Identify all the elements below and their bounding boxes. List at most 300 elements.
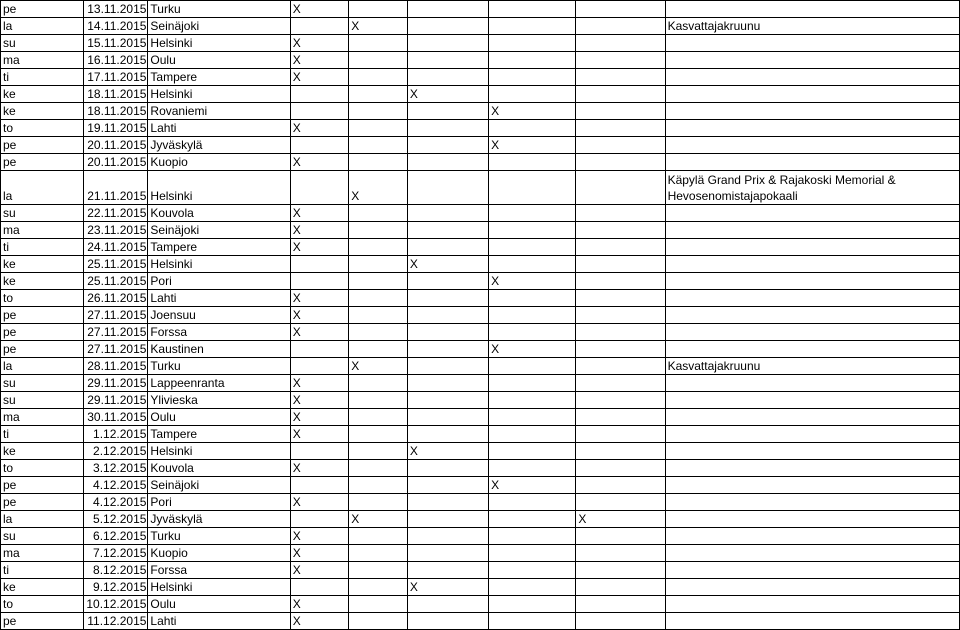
mark-cell-5 <box>576 256 665 273</box>
mark-cell-5 <box>576 528 665 545</box>
mark-cell-3 <box>407 341 488 358</box>
mark-cell-4: X <box>489 137 576 154</box>
mark-cell-1: X <box>290 528 349 545</box>
note-cell <box>665 579 959 596</box>
note-cell <box>665 273 959 290</box>
mark-cell-1: X <box>290 409 349 426</box>
mark-cell-5 <box>576 358 665 375</box>
table-row <box>1 69 960 86</box>
mark-cell-5 <box>576 579 665 596</box>
mark-cell-5 <box>576 562 665 579</box>
table-row <box>1 86 960 103</box>
mark-cell-3 <box>407 1 488 18</box>
mark-cell-1 <box>290 18 349 35</box>
mark-cell-4: X <box>489 341 576 358</box>
day-cell: ti <box>1 562 84 579</box>
city-cell: Lahti <box>148 613 290 630</box>
city-cell: Jyväskylä <box>148 137 290 154</box>
mark-cell-2 <box>349 443 408 460</box>
city-cell: Pori <box>148 273 290 290</box>
city-cell: Kaustinen <box>148 341 290 358</box>
date-cell: 2.12.2015 <box>84 443 148 460</box>
mark-cell-4 <box>489 460 576 477</box>
mark-cell-3: X <box>407 256 488 273</box>
date-cell: 9.12.2015 <box>84 579 148 596</box>
mark-cell-2 <box>349 120 408 137</box>
mark-cell-3: X <box>407 86 488 103</box>
note-cell <box>665 511 959 528</box>
city-cell: Seinäjoki <box>148 222 290 239</box>
mark-cell-5 <box>576 137 665 154</box>
mark-cell-1: X <box>290 392 349 409</box>
note-cell <box>665 171 959 205</box>
mark-cell-1: X <box>290 562 349 579</box>
date-cell: 20.11.2015 <box>84 137 148 154</box>
day-cell: su <box>1 528 84 545</box>
day-cell: la <box>1 18 84 35</box>
mark-cell-1: X <box>290 1 349 18</box>
day-cell: pe <box>1 137 84 154</box>
mark-cell-4 <box>489 120 576 137</box>
table-row <box>1 52 960 69</box>
mark-cell-1: X <box>290 69 349 86</box>
date-cell: 30.11.2015 <box>84 409 148 426</box>
table-row <box>1 35 960 52</box>
mark-cell-3 <box>407 596 488 613</box>
mark-cell-3 <box>407 273 488 290</box>
mark-cell-2 <box>349 460 408 477</box>
mark-cell-3 <box>407 290 488 307</box>
mark-cell-5 <box>576 392 665 409</box>
note-cell <box>665 443 959 460</box>
day-cell: la <box>1 171 84 205</box>
mark-cell-4 <box>489 307 576 324</box>
table-row <box>1 239 960 256</box>
city-cell: Oulu <box>148 52 290 69</box>
day-cell: ke <box>1 256 84 273</box>
mark-cell-1: X <box>290 494 349 511</box>
day-cell: ma <box>1 222 84 239</box>
note-cell <box>665 545 959 562</box>
city-cell: Pori <box>148 494 290 511</box>
date-cell: 19.11.2015 <box>84 120 148 137</box>
day-cell: ke <box>1 103 84 120</box>
table-row <box>1 562 960 579</box>
mark-cell-2 <box>349 613 408 630</box>
mark-cell-4 <box>489 290 576 307</box>
day-cell: ma <box>1 545 84 562</box>
date-cell: 8.12.2015 <box>84 562 148 579</box>
mark-cell-2 <box>349 35 408 52</box>
table-row <box>1 579 960 596</box>
date-cell: 17.11.2015 <box>84 69 148 86</box>
city-cell: Oulu <box>148 409 290 426</box>
mark-cell-1: X <box>290 35 349 52</box>
mark-cell-3: X <box>407 443 488 460</box>
note-cell <box>665 528 959 545</box>
table-row <box>1 273 960 290</box>
city-cell: Helsinki <box>148 86 290 103</box>
mark-cell-1: X <box>290 205 349 222</box>
city-cell: Tampere <box>148 239 290 256</box>
mark-cell-2 <box>349 273 408 290</box>
mark-cell-3 <box>407 494 488 511</box>
mark-cell-5 <box>576 324 665 341</box>
mark-cell-1: X <box>290 460 349 477</box>
city-cell: Helsinki <box>148 256 290 273</box>
day-cell: pe <box>1 1 84 18</box>
mark-cell-5 <box>576 171 665 205</box>
mark-cell-5 <box>576 1 665 18</box>
city-cell: Tampere <box>148 69 290 86</box>
mark-cell-5 <box>576 307 665 324</box>
date-cell: 28.11.2015 <box>84 358 148 375</box>
note-cell <box>665 307 959 324</box>
day-cell: ke <box>1 579 84 596</box>
mark-cell-3 <box>407 477 488 494</box>
mark-cell-3: X <box>407 579 488 596</box>
date-cell: 26.11.2015 <box>84 290 148 307</box>
mark-cell-3 <box>407 69 488 86</box>
day-cell: ma <box>1 409 84 426</box>
table-row <box>1 290 960 307</box>
table-row <box>1 494 960 511</box>
mark-cell-5 <box>576 120 665 137</box>
day-cell: la <box>1 511 84 528</box>
mark-cell-3 <box>407 52 488 69</box>
date-cell: 1.12.2015 <box>84 426 148 443</box>
mark-cell-3 <box>407 358 488 375</box>
city-cell: Kuopio <box>148 154 290 171</box>
mark-cell-5 <box>576 477 665 494</box>
table-row <box>1 409 960 426</box>
table-row <box>1 375 960 392</box>
table-row <box>1 358 960 375</box>
table-row <box>1 426 960 443</box>
mark-cell-2 <box>349 239 408 256</box>
day-cell: su <box>1 375 84 392</box>
mark-cell-1 <box>290 256 349 273</box>
mark-cell-4 <box>489 35 576 52</box>
day-cell: pe <box>1 477 84 494</box>
date-cell: 23.11.2015 <box>84 222 148 239</box>
date-cell: 18.11.2015 <box>84 86 148 103</box>
date-cell: 22.11.2015 <box>84 205 148 222</box>
mark-cell-3 <box>407 324 488 341</box>
mark-cell-4 <box>489 545 576 562</box>
mark-cell-4 <box>489 86 576 103</box>
mark-cell-2 <box>349 545 408 562</box>
table-row <box>1 307 960 324</box>
mark-cell-2 <box>349 477 408 494</box>
table-row <box>1 171 960 205</box>
day-cell: pe <box>1 154 84 171</box>
day-cell: ti <box>1 69 84 86</box>
mark-cell-1: X <box>290 545 349 562</box>
mark-cell-5 <box>576 613 665 630</box>
note-cell <box>665 392 959 409</box>
mark-cell-1: X <box>290 426 349 443</box>
mark-cell-1 <box>290 341 349 358</box>
table-row <box>1 154 960 171</box>
city-cell: Turku <box>148 1 290 18</box>
city-cell: Oulu <box>148 596 290 613</box>
note-cell <box>665 69 959 86</box>
day-cell: pe <box>1 324 84 341</box>
note-cell <box>665 222 959 239</box>
date-cell: 6.12.2015 <box>84 528 148 545</box>
table-row <box>1 613 960 630</box>
date-cell: 4.12.2015 <box>84 494 148 511</box>
date-cell: 18.11.2015 <box>84 103 148 120</box>
date-cell: 21.11.2015 <box>84 171 148 205</box>
note-cell <box>665 52 959 69</box>
day-cell: ma <box>1 52 84 69</box>
mark-cell-5 <box>576 409 665 426</box>
day-cell: to <box>1 290 84 307</box>
mark-cell-4 <box>489 426 576 443</box>
note-cell <box>665 137 959 154</box>
mark-cell-2 <box>349 596 408 613</box>
mark-cell-4 <box>489 171 576 205</box>
date-cell: 7.12.2015 <box>84 545 148 562</box>
mark-cell-4 <box>489 52 576 69</box>
mark-cell-5 <box>576 443 665 460</box>
date-cell: 3.12.2015 <box>84 460 148 477</box>
note-cell <box>665 460 959 477</box>
mark-cell-4 <box>489 528 576 545</box>
mark-cell-4 <box>489 358 576 375</box>
mark-cell-1 <box>290 358 349 375</box>
city-cell: Seinäjoki <box>148 18 290 35</box>
table-row <box>1 545 960 562</box>
note-cell <box>665 154 959 171</box>
mark-cell-2 <box>349 409 408 426</box>
mark-cell-5 <box>576 273 665 290</box>
mark-cell-2 <box>349 69 408 86</box>
mark-cell-4 <box>489 443 576 460</box>
mark-cell-2 <box>349 307 408 324</box>
date-cell: 27.11.2015 <box>84 324 148 341</box>
mark-cell-4 <box>489 562 576 579</box>
note-cell <box>665 290 959 307</box>
mark-cell-1: X <box>290 324 349 341</box>
day-cell: la <box>1 358 84 375</box>
note-cell <box>665 375 959 392</box>
day-cell: to <box>1 596 84 613</box>
mark-cell-3 <box>407 137 488 154</box>
mark-cell-5 <box>576 460 665 477</box>
mark-cell-5 <box>576 545 665 562</box>
mark-cell-4: X <box>489 103 576 120</box>
mark-cell-4 <box>489 256 576 273</box>
mark-cell-4: X <box>489 477 576 494</box>
mark-cell-5 <box>576 290 665 307</box>
mark-cell-2 <box>349 494 408 511</box>
city-cell: Kuopio <box>148 545 290 562</box>
mark-cell-4 <box>489 375 576 392</box>
note-cell <box>665 86 959 103</box>
mark-cell-5 <box>576 52 665 69</box>
city-cell: Lahti <box>148 290 290 307</box>
mark-cell-3 <box>407 171 488 205</box>
mark-cell-3 <box>407 18 488 35</box>
mark-cell-4 <box>489 222 576 239</box>
note-cell <box>665 1 959 18</box>
mark-cell-2 <box>349 222 408 239</box>
day-cell: ke <box>1 86 84 103</box>
day-cell: su <box>1 205 84 222</box>
note-cell <box>665 477 959 494</box>
note-cell <box>665 239 959 256</box>
city-cell: Jyväskylä <box>148 511 290 528</box>
mark-cell-3 <box>407 528 488 545</box>
mark-cell-4 <box>489 409 576 426</box>
date-cell: 5.12.2015 <box>84 511 148 528</box>
city-cell: Helsinki <box>148 579 290 596</box>
mark-cell-1 <box>290 511 349 528</box>
table-row <box>1 1 960 18</box>
mark-cell-5 <box>576 35 665 52</box>
mark-cell-3 <box>407 409 488 426</box>
mark-cell-5 <box>576 154 665 171</box>
table-row <box>1 460 960 477</box>
table-row <box>1 103 960 120</box>
mark-cell-3 <box>407 222 488 239</box>
mark-cell-1 <box>290 103 349 120</box>
note-cell <box>665 426 959 443</box>
table-row <box>1 443 960 460</box>
mark-cell-3 <box>407 103 488 120</box>
mark-cell-2 <box>349 392 408 409</box>
table-row <box>1 18 960 35</box>
day-cell: to <box>1 120 84 137</box>
note-cell <box>665 256 959 273</box>
note-cell <box>665 596 959 613</box>
mark-cell-5 <box>576 69 665 86</box>
mark-cell-2: X <box>349 511 408 528</box>
city-cell: Turku <box>148 358 290 375</box>
date-cell: 27.11.2015 <box>84 307 148 324</box>
table-row <box>1 596 960 613</box>
note-cell <box>665 120 959 137</box>
city-cell: Lappeenranta <box>148 375 290 392</box>
date-cell: 11.12.2015 <box>84 613 148 630</box>
table-row <box>1 137 960 154</box>
day-cell: pe <box>1 494 84 511</box>
mark-cell-3 <box>407 545 488 562</box>
mark-cell-2 <box>349 205 408 222</box>
mark-cell-4 <box>489 494 576 511</box>
city-cell: Kouvola <box>148 205 290 222</box>
day-cell: su <box>1 35 84 52</box>
date-cell: 15.11.2015 <box>84 35 148 52</box>
day-cell: ke <box>1 273 84 290</box>
table-row <box>1 205 960 222</box>
day-cell: pe <box>1 307 84 324</box>
mark-cell-2 <box>349 1 408 18</box>
note-cell: Kasvattajakruunu <box>665 358 959 375</box>
note-cell <box>665 324 959 341</box>
note-line-2: Hevosenomistajapokaali <box>667 189 798 203</box>
mark-cell-5 <box>576 86 665 103</box>
mark-cell-4 <box>489 239 576 256</box>
mark-cell-3 <box>407 511 488 528</box>
mark-cell-1: X <box>290 290 349 307</box>
mark-cell-3 <box>407 392 488 409</box>
mark-cell-1: X <box>290 613 349 630</box>
mark-cell-1: X <box>290 375 349 392</box>
mark-cell-5 <box>576 375 665 392</box>
mark-cell-5 <box>576 596 665 613</box>
city-cell: Lahti <box>148 120 290 137</box>
mark-cell-2: X <box>349 358 408 375</box>
table-row <box>1 511 960 528</box>
mark-cell-3 <box>407 613 488 630</box>
mark-cell-3 <box>407 35 488 52</box>
note-cell: Kasvattajakruunu <box>665 18 959 35</box>
day-cell: to <box>1 460 84 477</box>
date-cell: 25.11.2015 <box>84 273 148 290</box>
mark-cell-4 <box>489 1 576 18</box>
mark-cell-4 <box>489 324 576 341</box>
mark-cell-4 <box>489 154 576 171</box>
mark-cell-1: X <box>290 307 349 324</box>
city-cell: Helsinki <box>148 443 290 460</box>
date-cell: 14.11.2015 <box>84 18 148 35</box>
mark-cell-2 <box>349 52 408 69</box>
date-cell: 29.11.2015 <box>84 375 148 392</box>
note-cell <box>665 103 959 120</box>
table-row <box>1 256 960 273</box>
day-cell: ti <box>1 426 84 443</box>
table-row <box>1 477 960 494</box>
mark-cell-2 <box>349 579 408 596</box>
note-cell <box>665 613 959 630</box>
mark-cell-2 <box>349 375 408 392</box>
mark-cell-2 <box>349 341 408 358</box>
mark-cell-2 <box>349 528 408 545</box>
mark-cell-3 <box>407 562 488 579</box>
mark-cell-4 <box>489 511 576 528</box>
city-cell: Joensuu <box>148 307 290 324</box>
mark-cell-2 <box>349 324 408 341</box>
day-cell: pe <box>1 341 84 358</box>
mark-cell-2: X <box>349 18 408 35</box>
mark-cell-2: X <box>349 171 408 205</box>
table-row <box>1 222 960 239</box>
mark-cell-1: X <box>290 222 349 239</box>
mark-cell-2 <box>349 154 408 171</box>
city-cell: Kouvola <box>148 460 290 477</box>
table-row <box>1 392 960 409</box>
mark-cell-5 <box>576 205 665 222</box>
mark-cell-4 <box>489 205 576 222</box>
mark-cell-4: X <box>489 273 576 290</box>
mark-cell-5 <box>576 18 665 35</box>
mark-cell-3 <box>407 426 488 443</box>
mark-cell-4 <box>489 596 576 613</box>
mark-cell-3 <box>407 154 488 171</box>
mark-cell-5 <box>576 239 665 256</box>
day-cell: pe <box>1 613 84 630</box>
city-cell: Helsinki <box>148 171 290 205</box>
mark-cell-3 <box>407 307 488 324</box>
date-cell: 16.11.2015 <box>84 52 148 69</box>
mark-cell-1: X <box>290 239 349 256</box>
mark-cell-3 <box>407 239 488 256</box>
note-cell <box>665 35 959 52</box>
